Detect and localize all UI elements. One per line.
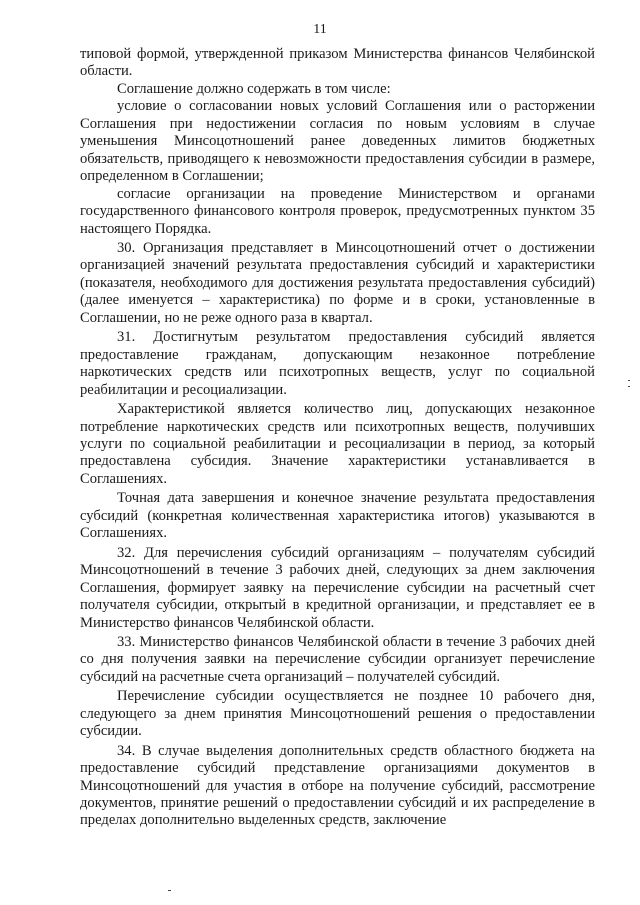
scan-artifact-mark <box>168 890 171 891</box>
paragraph-continuation: типовой формой, утвержденной приказом Министерства финансов Челябинской области. <box>80 46 595 80</box>
scan-artifact-mark <box>628 380 630 381</box>
paragraph-item-32: 32. Для перечисления субсидий организациям – получателям субсидий Минсоцотношений в течение 3 рабочих дней, следующих за днем заключения Соглашения, формирует заявку на перечисление субсидии на расчетный счет получателя субсидии, открытый в кредитной организации, и представляет ее в Министерство финансов Челябинской области. <box>80 544 595 631</box>
paragraph-item-31: 31. Достигнутым результатом предоставления субсидий является предоставление гражданам, допускающим незаконное потребление наркотических средств или психотропных веществ, услуг по социальной реабилитации и ресоциализации. <box>80 329 595 398</box>
scan-artifact-mark <box>628 386 630 387</box>
paragraph-consent-inspections: согласие организации на проведение Министерством и органами государственного финансового контроля проверок, предусмотренных пунктом 35 настоящего Порядка. <box>80 185 595 237</box>
paragraph-item-33: 33. Министерство финансов Челябинской области в течение 3 рабочих дней со дня получения заявки на перечисление субсидии организует перечисление субсидий на расчетные счета организаций – получателей субсидий. <box>80 633 595 685</box>
document-body <box>80 46 595 830</box>
paragraph-completion-date: Точная дата завершения и конечное значение результата предоставления субсидий (конкретная количественная характеристика итогов) указываются в Соглашениях. <box>80 490 595 542</box>
paragraph-item-34: 34. В случае выделения дополнительных средств областного бюджета на предоставление субсидий представление организациями документов в Минсоцотношений для участия в отборе на получение субсидий, рассмотрение документов, принятие решений о предоставлении субсидий и их распределение в пределах дополнительно выделенных средств, заключение <box>80 742 595 829</box>
paragraph-agreement-contents: Соглашение должно содержать в том числе: <box>117 80 391 97</box>
paragraph-transfer-deadline: Перечисление субсидии осуществляется не позднее 10 рабочего дня, следующего за днем принятия Минсоцотношений решения о предоставлении субсидии. <box>80 688 595 740</box>
paragraph-condition-new-terms: условие о согласовании новых условий Соглашения или о расторжении Соглашения при недостижении согласия по новым условиям в случае уменьшения Минсоцотношений ранее доведенных лимитов бюджетных обязательств, приводящего к невозможности предоставления субсидии в размере, определенном в Соглашении; <box>80 98 595 185</box>
paragraph-characteristic: Характеристикой является количество лиц, допускающих незаконное потребление наркотических средств или психотропных веществ, получивших услуги по социальной реабилитации и ресоциализации в период, за который предоставлена субсидия. Значение характеристики устанавливается в Соглашениях. <box>80 401 595 487</box>
paragraph-item-30: 30. Организация представляет в Минсоцотношений отчет о достижении организацией значений результата предоставления субсидий и характеристики (показателя, необходимого для достижения результата предоставления субсидий) (далее именуется – характеристика) по форме и в сроки, установленные в Соглашении, но не реже одного раза в квартал. <box>80 239 595 326</box>
page-number: 11 <box>313 22 327 37</box>
